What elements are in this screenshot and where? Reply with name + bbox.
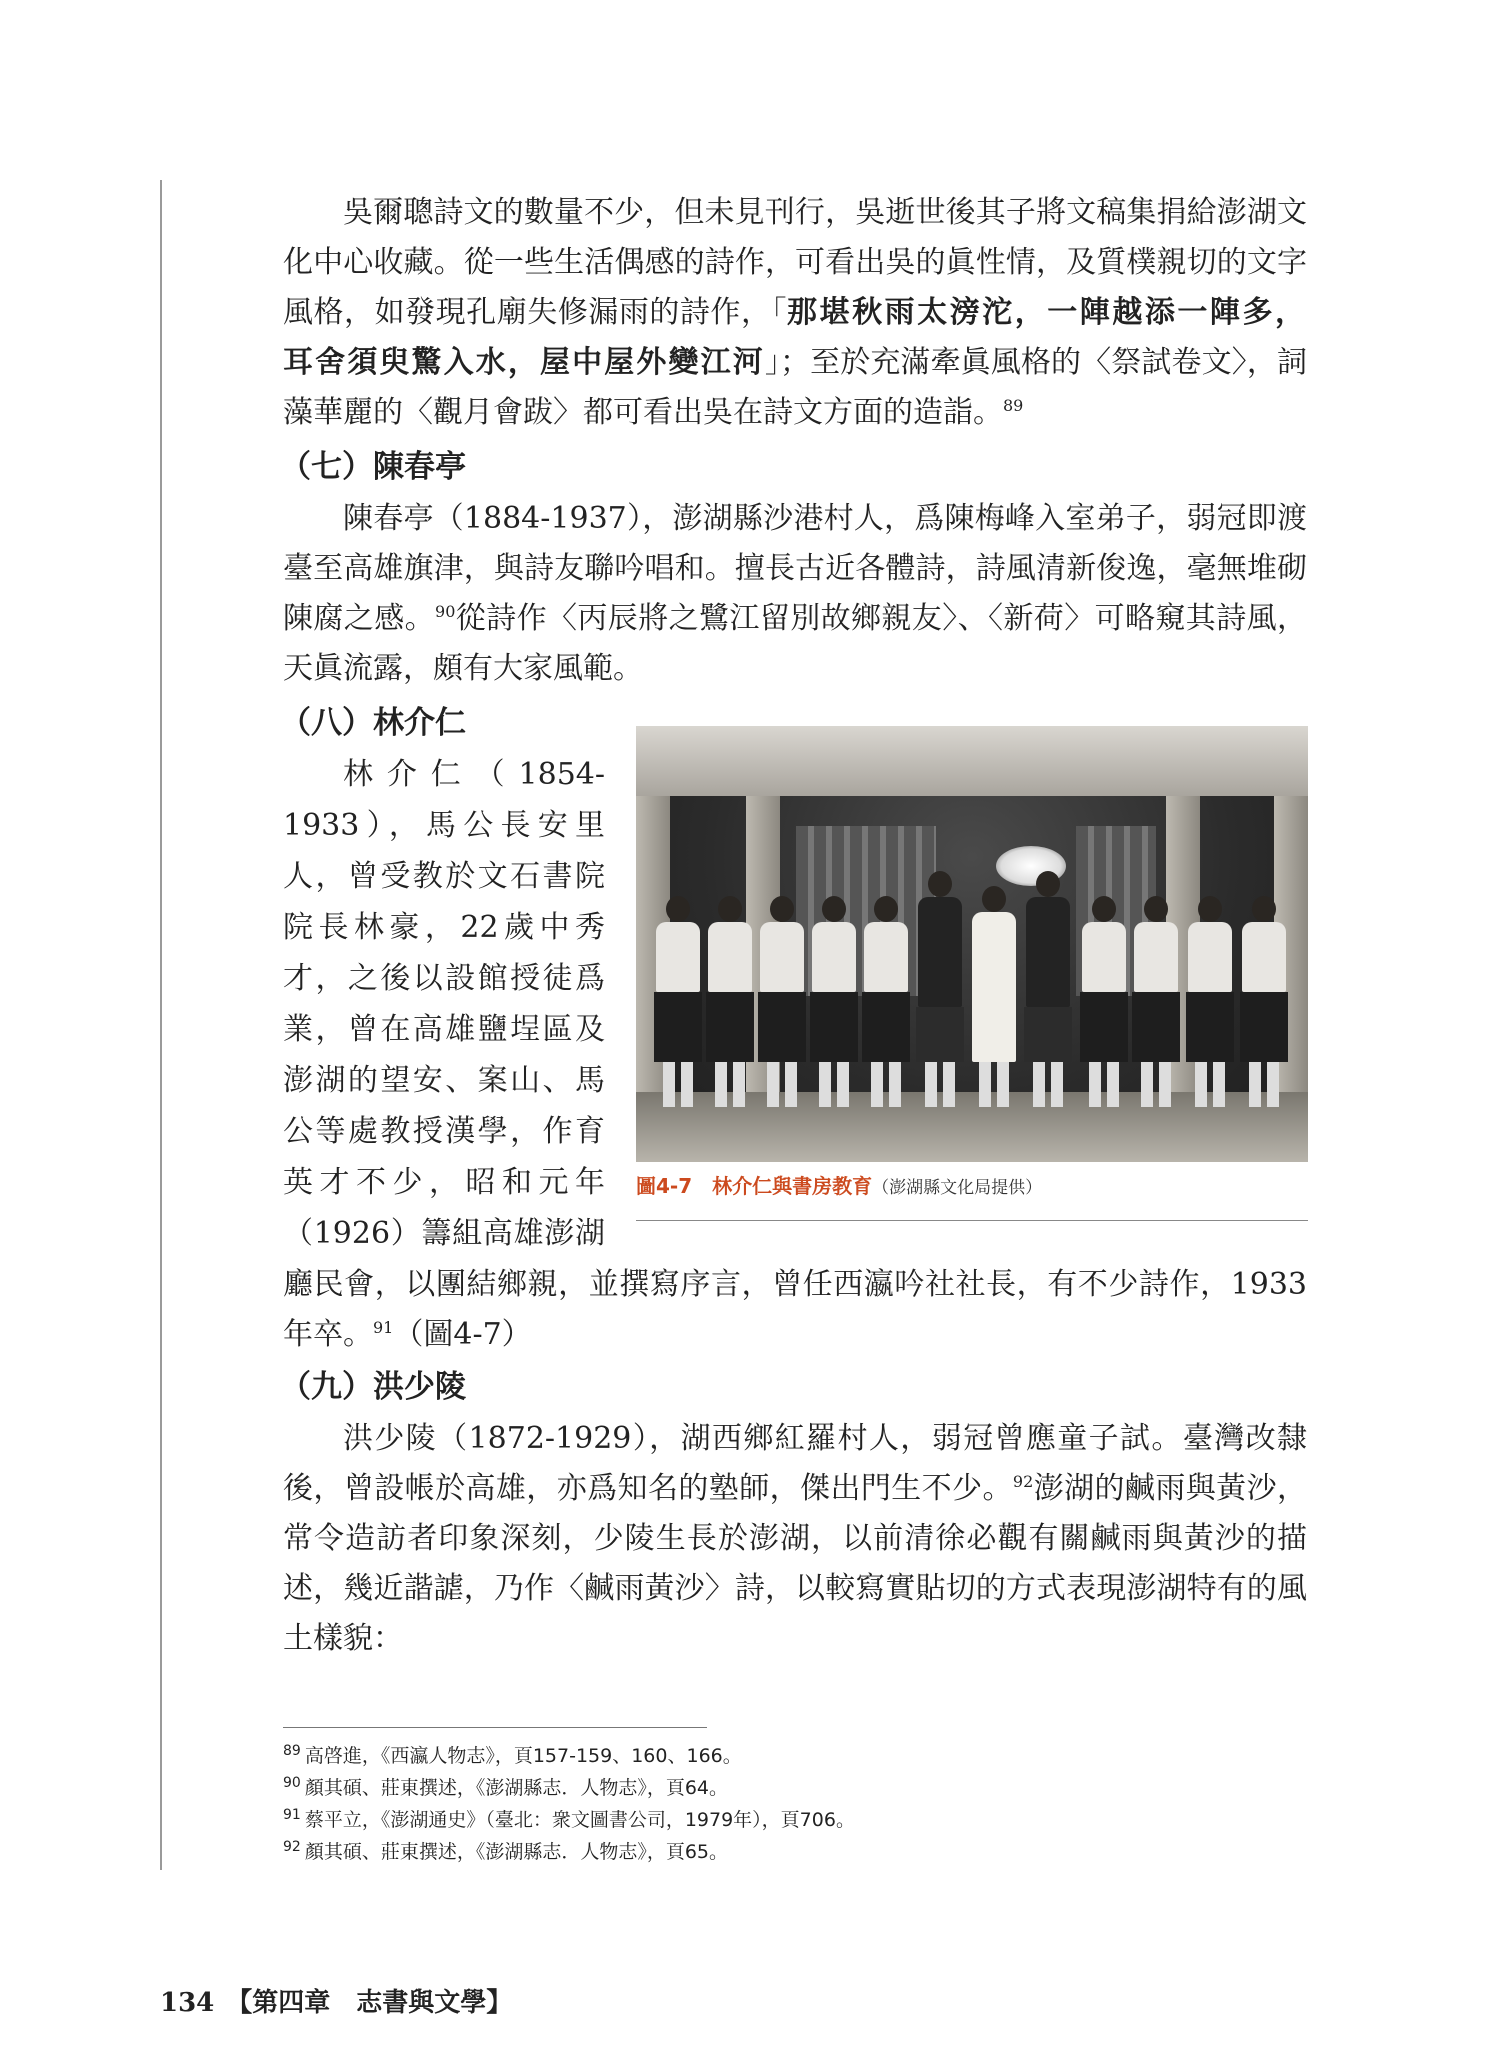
footnote-ref-91: 91 bbox=[373, 1318, 394, 1337]
caption-rule bbox=[636, 1220, 1308, 1221]
figure-caption bbox=[636, 1170, 1042, 1199]
figure-title: 林介仁與書房教育 bbox=[712, 1174, 873, 1198]
footnote-89: $^{89}$ 高啓進，《西瀛人物志》，頁157-159、160、166。 bbox=[283, 1742, 742, 1767]
footnotes bbox=[283, 1740, 855, 1868]
paragraph-wu: 吳爾聰詩文的數量不少，但未見刊行，吳逝世後其子將文稿集捐給澎湖文化中心收藏。從一些生活偶感的詩作，可看出吳的眞性情，及質樸親切的文字風格，如發現孔廟失修漏雨的詩作，「那堪秋雨太滂沱，一陣越添一陣多，耳舍須臾驚入水，屋中屋外變江河」；至於充滿牽眞風格的〈祭試卷文〉，詞藻華麗的〈觀月會跋〉都可看出吳在詩文方面的造詣。$^{89}$ bbox=[283, 195, 1308, 430]
figure-source: （澎湖縣文化局提供） bbox=[872, 1178, 1043, 1198]
footnote-ref-89: 89 bbox=[1003, 396, 1024, 415]
quoted-poem: 那堪秋雨太滂沱，一陣越添一陣多，耳舍須臾驚入水，屋中屋外變江河 bbox=[283, 295, 1307, 380]
heading-chen: （七）陳春亭 bbox=[280, 449, 466, 485]
footnote-ref-90: 90 bbox=[435, 602, 456, 621]
page-footer bbox=[160, 1982, 512, 2019]
paragraph-lin-narrow: 林介仁（1854- 1933），馬公長安里 人，曾受教於文石書院 院長林豪，22歲中秀 才，之後以設館授徒爲 業，曾在高雄鹽埕區及 澎湖的望安、案山、馬 公等處教授漢學，作育 英才不少，昭和元年 （1926）籌組高雄澎湖 bbox=[283, 757, 605, 1251]
margin-rule bbox=[160, 180, 162, 1870]
heading-lin: （八）林介仁 bbox=[280, 705, 466, 741]
chapter-label: 【第四章 志書與文學】 bbox=[226, 1988, 513, 2018]
historical-photo bbox=[636, 726, 1308, 1162]
footnote-91: $^{91}$ 蔡平立，《澎湖通史》（臺北：衆文圖書公司，1979年），頁706。 bbox=[283, 1806, 855, 1831]
heading-hong: （九）洪少陵 bbox=[280, 1369, 466, 1405]
figure-number: 圖4-7 bbox=[636, 1174, 693, 1198]
paragraph-chen: 陳春亭（1884-1937），澎湖縣沙港村人，爲陳梅峰入室弟子，弱冠即渡臺至高雄旗津，與詩友聯吟唱和。擅長古近各體詩，詩風清新俊逸，毫無堆砌陳腐之感。$^{90}$從詩作〈丙辰將之鷺江留別故鄉親友〉、〈新荷〉可略窺其詩風，天眞流露，頗有大家風範。 bbox=[283, 501, 1308, 686]
footnote-90: $^{90}$ 顏其碩、莊東撰述，《澎湖縣志．人物志》，頁64。 bbox=[283, 1774, 729, 1799]
footnote-92: $^{92}$ 顏其碩、莊東撰述，《澎湖縣志．人物志》，頁65。 bbox=[283, 1838, 729, 1863]
paragraph-hong: 洪少陵（1872-1929），湖西鄉紅羅村人，弱冠曾應童子試。臺灣改隸後，曾設帳於高雄，亦爲知名的塾師，傑出門生不少。$^{92}$澎湖的鹹雨與黃沙，常令造訪者印象深刻，少陵生長於澎湖，以前清徐必觀有關鹹雨與黃沙的描述，幾近諧謔，乃作〈鹹雨黃沙〉詩，以較寫實貼切的方式表現澎湖特有的風土樣貌： bbox=[283, 1421, 1308, 1656]
page-number: 134 bbox=[160, 1988, 215, 2018]
paragraph-lin-rest: 廳民會，以團結鄉親，並撰寫序言，曾任西瀛吟社社長，有不少詩作，1933年卒。$^{91}$（圖4-7） bbox=[283, 1267, 1307, 1352]
footnote-rule bbox=[283, 1727, 707, 1728]
footnote-ref-92: 92 bbox=[1012, 1472, 1034, 1491]
